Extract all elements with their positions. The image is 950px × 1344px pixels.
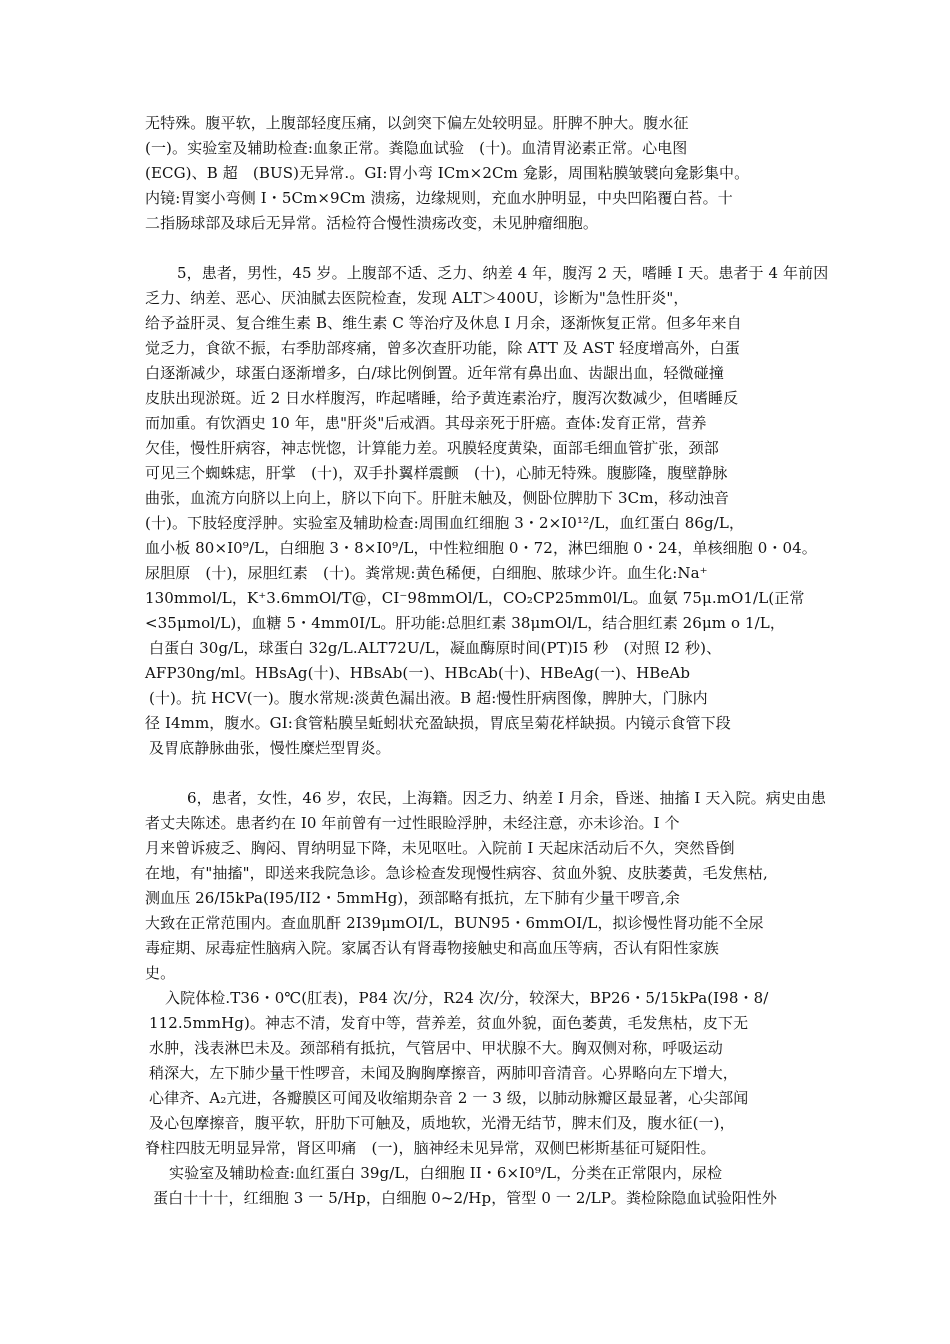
- text-line: 测血压 26/I5kPa(I95/II2・5mmHg)，颈部略有抵抗，左下肺有少量干啰音,余: [145, 889, 681, 907]
- text-line: 130mmol/L，K⁺3.6mmOl/T@，CI⁻98mmOl/L，CO₂CP25mm0l/L。血氨 75μ.mO1/L(正常: [145, 589, 805, 607]
- text-line: 无特殊。腹平软，上腹部轻度压痛，以剑突下偏左处较明显。肝脾不肿大。腹水征: [145, 114, 689, 132]
- text-line: 曲张，血流方向脐以上向上，脐以下向下。肝脏未触及，侧卧位脾肋下 3Cm，移动浊音: [145, 489, 730, 507]
- text-line: 而加重。有饮酒史 10 年，患"肝炎"后戒酒。其母亲死于肝癌。查体:发育正常，营养: [145, 414, 707, 432]
- text-line: <35μmol/L)，血糖 5・4mm0I/L。肝功能:总胆红素 38μmOl/L，结合胆红素 26μm ο 1/L，: [145, 614, 785, 632]
- text-line: 欠佳，慢性肝病容，神志恍惚，计算能力差。巩膜轻度黄染，面部毛细血管扩张，颈部: [145, 439, 719, 457]
- text-line: 史。: [145, 964, 176, 982]
- text-line: 白蛋白 30g/L，球蛋白 32g/L.ALT72U/L，凝血酶原时间(PT)I5 秒 (对照 I2 秒)、: [149, 639, 722, 657]
- text-line: 大致在正常范围内。查血肌酐 2I39μmOI/L，BUN95・6mmOI/L，拟诊慢性肾功能不全尿: [145, 914, 764, 932]
- text-line: 径 I4mm，腹水。GI:食管粘膜呈蚯蚓状充盈缺损，胃底呈菊花样缺损。内镜示食管下段: [145, 714, 731, 732]
- text-line: 给予益肝灵、复合维生素 B、维生素 C 等治疗及休息 I 月余，逐渐恢复正常。但多年来自: [145, 314, 742, 332]
- text-line: 白逐渐减少，球蛋白逐渐增多，白/球比例倒置。近年常有鼻出血、齿龈出血，轻微碰撞: [145, 364, 724, 382]
- text-line: 及胃底静脉曲张，慢性糜烂型胃炎。: [149, 739, 391, 757]
- text-line: 内镜:胃窦小弯侧 I・5Cm×9Cm 溃疡，边缘规则，充血水肿明显，中央凹陷覆白苔。十: [145, 189, 733, 207]
- text-line: 5，患者，男性，45 岁。上腹部不适、乏力、纳差 4 年，腹泻 2 天，嗜睡 I 天。患者于 4 年前因: [177, 264, 829, 282]
- text-line: 在地，有"抽搐"，即送来我院急诊。急诊检查发现慢性病容、贫血外貌、皮肤萎黄，毛发焦枯,: [145, 864, 768, 882]
- text-line: AFP30ng/ml。HBsAg(十)、HBsAb(一)、HBcAb(十)、HBeAg(一)、HBeAb: [145, 664, 691, 682]
- text-line: 觉乏力，食欲不振，右季肋部疼痛，曾多次查肝功能，除 ATT 及 AST 轻度增高外，白蛋: [145, 339, 740, 357]
- text-line: 及心包摩擦音，腹平软，肝肋下可触及，质地软，光滑无结节，脾末们及，腹水征(一)，: [149, 1114, 735, 1132]
- text-line: 月来曾诉疲乏、胸闷、胃纳明显下降，未见呕吐。入院前 I 天起床活动后不久，突然昏倒: [145, 839, 735, 857]
- text-line: 者丈夫陈述。患者约在 I0 年前曾有一过性眼睑浮肿，未经注意，亦未诊治。I 个: [145, 814, 680, 832]
- text-line: 心律齐、A₂亢进，各瓣膜区可闻及收缩期杂音 2 一 3 级，以肺动脉瓣区最显著，心尖部闻: [149, 1089, 749, 1107]
- text-line: 6，患者，女性，46 岁，农民，上海籍。因乏力、纳差 I 月余，昏迷、抽搐 I 天入院。病史由患: [187, 789, 827, 807]
- text-line: 血小板 80×I0⁹/L，白细胞 3・8×I0⁹/L，中性粒细胞 0・72，淋巴细胞 0・24，单核细胞 0・04。: [145, 539, 817, 557]
- text-line: 112.5mmHg)。神志不清，发育中等，营养差，贫血外貌，面色萎黄，毛发焦枯，皮下无: [149, 1014, 749, 1032]
- text-line: 水肿，浅表淋巴未及。颈部稍有抵抗，气管居中、甲状腺不大。胸双侧对称，呼吸运动: [149, 1039, 723, 1057]
- text-line: 毒症期、尿毒症性脑病入院。家属否认有肾毒物接触史和高血压等病，否认有阳性家族: [145, 939, 719, 957]
- text-line: 可见三个蜘蛛痣，肝掌 (十)，双手扑翼样震颤 (十)，心肺无特殊。腹膨隆，腹壁静脉: [145, 464, 728, 482]
- text-line: 二指肠球部及球后无异常。活检符合慢性溃疡改变，未见肿瘤细胞。: [145, 214, 599, 232]
- text-line: 实验室及辅助检查:血红蛋白 39g/L，白细胞 II・6×I0⁹/L，分类在正常限内，尿检: [169, 1164, 723, 1182]
- text-line: (ECG)、B 超 (BUS)无异常.。GI:胃小弯 ICm×2Cm 龛影，周围粘膜皱襞向龛影集中。: [145, 164, 750, 182]
- text-line: 乏力、纳差、恶心、厌油腻去医院检查，发现 ALT＞400U，诊断为"急性肝炎"，: [145, 289, 689, 307]
- text-line: 蛋白十十十，红细胞 3 一 5/Hp，白细胞 0~2/Hp，管型 0 一 2/LP。粪检除隐血试验阳性外: [153, 1189, 777, 1207]
- text-line: 稍深大，左下肺少量干性啰音，未闻及胸胸摩擦音，两肺叩音清音。心界略向左下增大，: [149, 1064, 738, 1082]
- text-line: 皮肤出现淤斑。近 2 日水样腹泻，昨起嗜睡，给予黄连素治疗，腹泻次数减少，但嗜睡反: [145, 389, 739, 407]
- text-line: (十)。抗 HCV(一)。腹水常规:淡黄色漏出液。B 超:慢性肝病图像，脾肿大，门脉内: [149, 689, 708, 707]
- text-line: 入院体检.T36・0℃(肛表)，P84 次/分，R24 次/分，较深大，BP26・5/15kPa(I98・8/: [165, 989, 769, 1007]
- text-line: 尿胆原 (十)，尿胆红素 (十)。粪常规:黄色稀便，白细胞、脓球少许。血生化:Na⁺: [145, 564, 708, 582]
- text-line: 脊柱四肢无明显异常，肾区叩痛 (一)，脑神经未见异常，双侧巴彬斯基征可疑阳性。: [145, 1139, 716, 1157]
- text-line: (十)。下肢轻度浮肿。实验室及辅助检查:周围血红细胞 3・2×I0¹²/L，血红蛋白 86g/L，: [145, 514, 745, 532]
- text-line: (一)。实验室及辅助检查:血象正常。粪隐血试验 (十)。血清胃泌素正常。心电图: [145, 139, 688, 157]
